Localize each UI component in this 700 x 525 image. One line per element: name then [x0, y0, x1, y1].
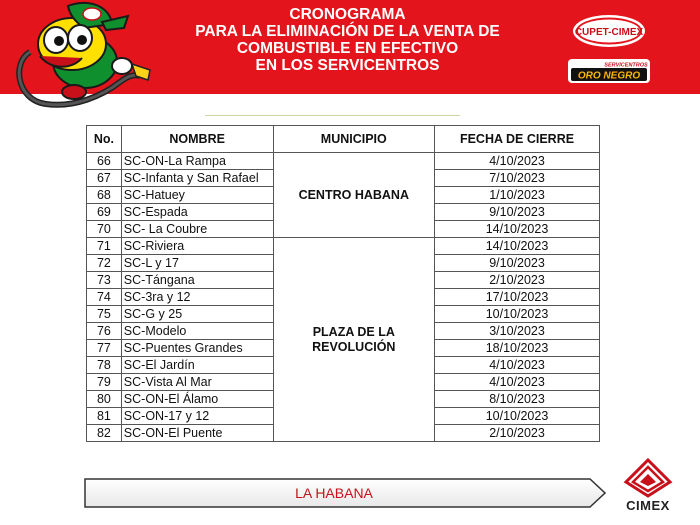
- cupet-cimex-logo: [572, 14, 646, 48]
- row-number: 79: [87, 374, 122, 391]
- oro-negro-text: ORO NEGRO: [577, 70, 641, 82]
- municipio-cell: [273, 238, 434, 442]
- municipio-cell: [273, 153, 434, 238]
- table-row: [87, 153, 600, 170]
- title-line-1: CRONOGRAMA: [289, 6, 406, 23]
- row-number: 72: [87, 255, 122, 272]
- row-name: SC-El Jardín: [121, 357, 273, 374]
- row-date: 3/10/2023: [435, 323, 600, 340]
- row-number: 67: [87, 170, 122, 187]
- table-header-row: [87, 126, 600, 153]
- row-number: 66: [87, 153, 122, 170]
- row-name: SC-Puentes Grandes: [121, 340, 273, 357]
- row-date: 7/10/2023: [435, 170, 600, 187]
- row-date: 14/10/2023: [435, 238, 600, 255]
- row-date: 2/10/2023: [435, 425, 600, 442]
- row-date: 9/10/2023: [435, 255, 600, 272]
- cimex-emblem-icon: [618, 458, 678, 498]
- row-name: SC-G y 25: [121, 306, 273, 323]
- row-date: 4/10/2023: [435, 357, 600, 374]
- row-name: SC-Infanta y San Rafael: [121, 170, 273, 187]
- region-banner: [84, 478, 606, 508]
- row-name: SC-Tángana: [121, 272, 273, 289]
- row-name: SC-Hatuey: [121, 187, 273, 204]
- title-line-3: COMBUSTIBLE EN EFECTIVO: [236, 40, 459, 57]
- row-name: SC-ON-17 y 12: [121, 408, 273, 425]
- title-line-2: PARA LA ELIMINACIÓN DE LA VENTA DE: [195, 23, 500, 40]
- banner-label: LA HABANA: [295, 485, 373, 501]
- row-number: 73: [87, 272, 122, 289]
- mascot-illustration: [10, 0, 160, 110]
- oro-negro-small-text: SERVICENTROS: [604, 62, 648, 69]
- header-fecha: FECHA DE CIERRE: [435, 126, 600, 153]
- row-number: 77: [87, 340, 122, 357]
- row-number: 69: [87, 204, 122, 221]
- row-number: 75: [87, 306, 122, 323]
- row-date: 2/10/2023: [435, 272, 600, 289]
- cimex-logo: [618, 458, 678, 516]
- municipio-label-line-1: PLAZA DE LA: [312, 324, 395, 339]
- row-date: 10/10/2023: [435, 306, 600, 323]
- row-name: SC-ON-El Puente: [121, 425, 273, 442]
- row-date: 4/10/2023: [435, 374, 600, 391]
- row-number: 68: [87, 187, 122, 204]
- row-name: SC-ON-La Rampa: [121, 153, 273, 170]
- row-date: 9/10/2023: [435, 204, 600, 221]
- oro-negro-logo: [566, 58, 652, 84]
- cupet-logo-text: CUPET-CIMEX: [574, 27, 644, 38]
- row-date: 8/10/2023: [435, 391, 600, 408]
- table-row: [87, 238, 600, 255]
- row-number: 82: [87, 425, 122, 442]
- municipio-label: CENTRO HABANA: [298, 187, 409, 202]
- header-nombre: NOMBRE: [121, 126, 273, 153]
- row-date: 4/10/2023: [435, 153, 600, 170]
- row-number: 76: [87, 323, 122, 340]
- row-name: SC-Vista Al Mar: [121, 374, 273, 391]
- row-name: SC-3ra y 12: [121, 289, 273, 306]
- row-date: 1/10/2023: [435, 187, 600, 204]
- municipio-label-line-2: REVOLUCIÓN: [312, 339, 396, 354]
- row-name: SC-Espada: [121, 204, 273, 221]
- row-date: 10/10/2023: [435, 408, 600, 425]
- row-number: 74: [87, 289, 122, 306]
- row-number: 81: [87, 408, 122, 425]
- row-number: 71: [87, 238, 122, 255]
- row-name: SC-ON-El Álamo: [121, 391, 273, 408]
- schedule-table: [86, 125, 600, 442]
- row-date: 17/10/2023: [435, 289, 600, 306]
- row-name: SC- La Coubre: [121, 221, 273, 238]
- title-divider: [205, 115, 460, 116]
- title-line-4: EN LOS SERVICENTROS: [255, 57, 440, 74]
- row-number: 70: [87, 221, 122, 238]
- header-municipio: MUNICIPIO: [273, 126, 434, 153]
- row-date: 14/10/2023: [435, 221, 600, 238]
- row-name: SC-Modelo: [121, 323, 273, 340]
- row-name: SC-L y 17: [121, 255, 273, 272]
- row-date: 18/10/2023: [435, 340, 600, 357]
- row-name: SC-Riviera: [121, 238, 273, 255]
- cimex-label: CIMEX: [626, 498, 670, 513]
- page-title: [160, 6, 535, 74]
- row-number: 78: [87, 357, 122, 374]
- row-number: 80: [87, 391, 122, 408]
- header-no: No.: [87, 126, 122, 153]
